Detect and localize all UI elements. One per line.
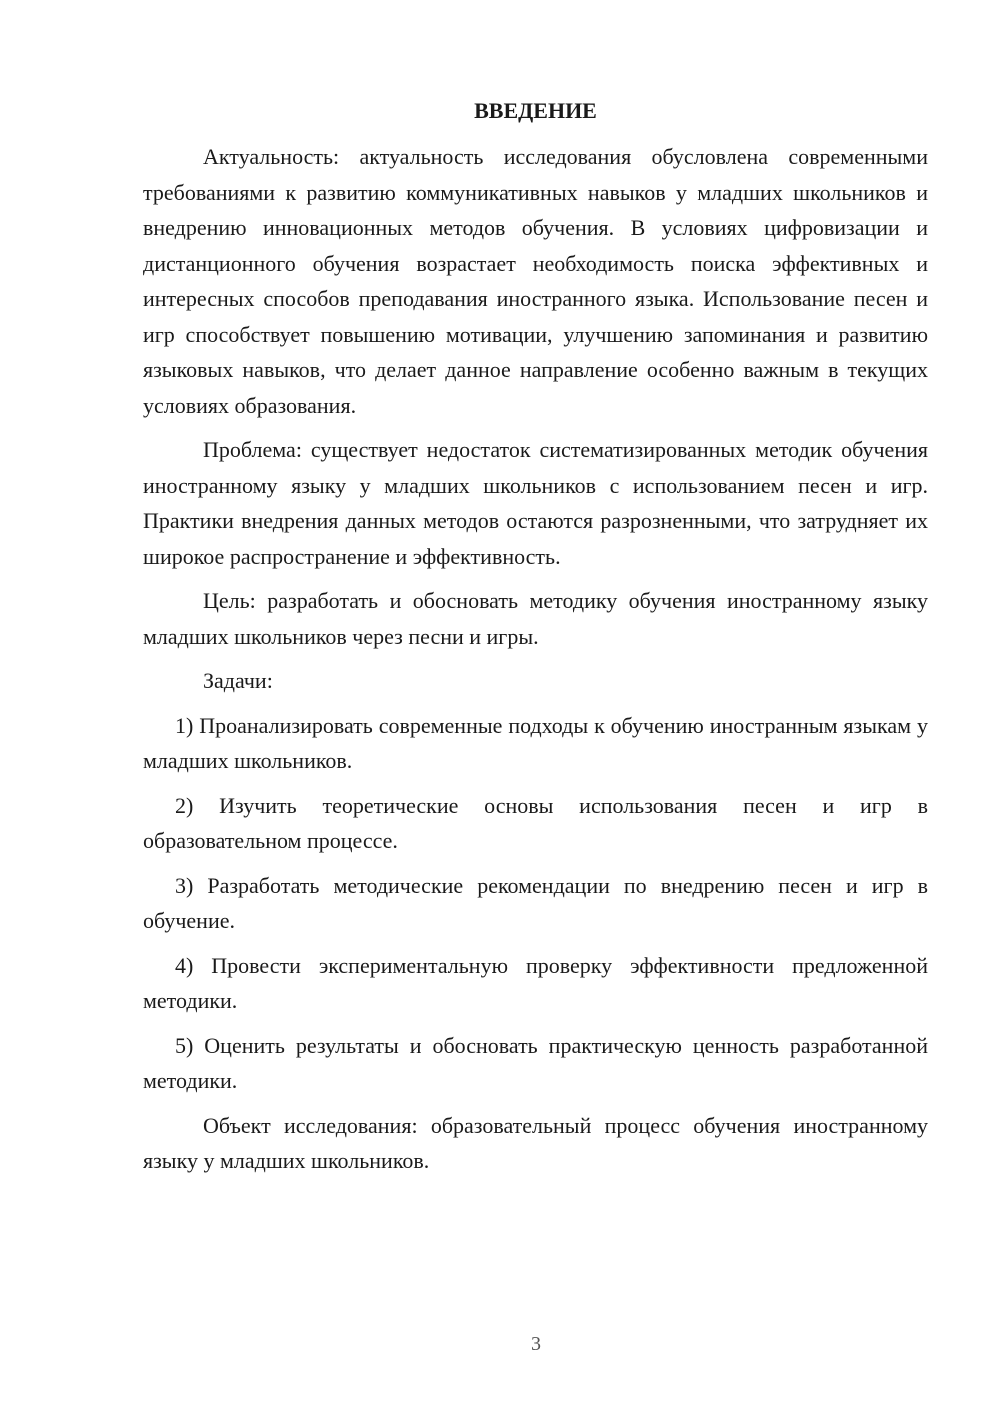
section-title: ВВЕДЕНИЕ [474, 98, 597, 123]
list-item: 5) Оценить результаты и обосновать практическую ценность разработанной методики. [143, 1032, 928, 1093]
paragraph-goal: Цель: разработать и обосновать методику обучения иностранному языку младших школьников через песни и игры. [143, 588, 928, 649]
paragraph-relevance: Актуальность: актуальность исследования обусловлена современными требованиями к развитию коммуникативных навыков у младших школьников и внедрению инновационных методов обучения. В условиях цифровизации и дистанционного обучения возрастает необходимость поиска эффективных и интересных способов преподавания иностранного языка. Использование песен и игр способствует повышению мотивации, улучшению запоминания и развитию языковых навыков, что делает данное направление особенно важным в текущих условиях образования. [143, 144, 928, 418]
list-item: 3) Разработать методические рекомендации по внедрению песен и игр в обучение. [143, 872, 928, 933]
page-content [143, 95, 928, 1179]
list-item: 4) Провести экспериментальную проверку эффективности предложенной методики. [143, 952, 928, 1013]
tasks-list [143, 708, 928, 1099]
page-number: 3 [531, 1333, 541, 1355]
paragraph-object: Объект исследования: образовательный процесс обучения иностранному языку у младших школьников. [143, 1112, 928, 1173]
paragraph-problem: Проблема: существует недостаток систематизированных методик обучения иностранному языку у младших школьников с использованием песен и игр. Практики внедрения данных методов остаются разрозненными, что затрудняет их широкое распространение и эффективность. [143, 437, 928, 569]
list-item: 2) Изучить теоретические основы использования песен и игр в образовательном процессе. [143, 792, 928, 853]
tasks-heading: Задачи: [203, 668, 273, 693]
list-item: 1) Проанализировать современные подходы к обучению иностранным языкам у младших школьников. [143, 712, 928, 773]
